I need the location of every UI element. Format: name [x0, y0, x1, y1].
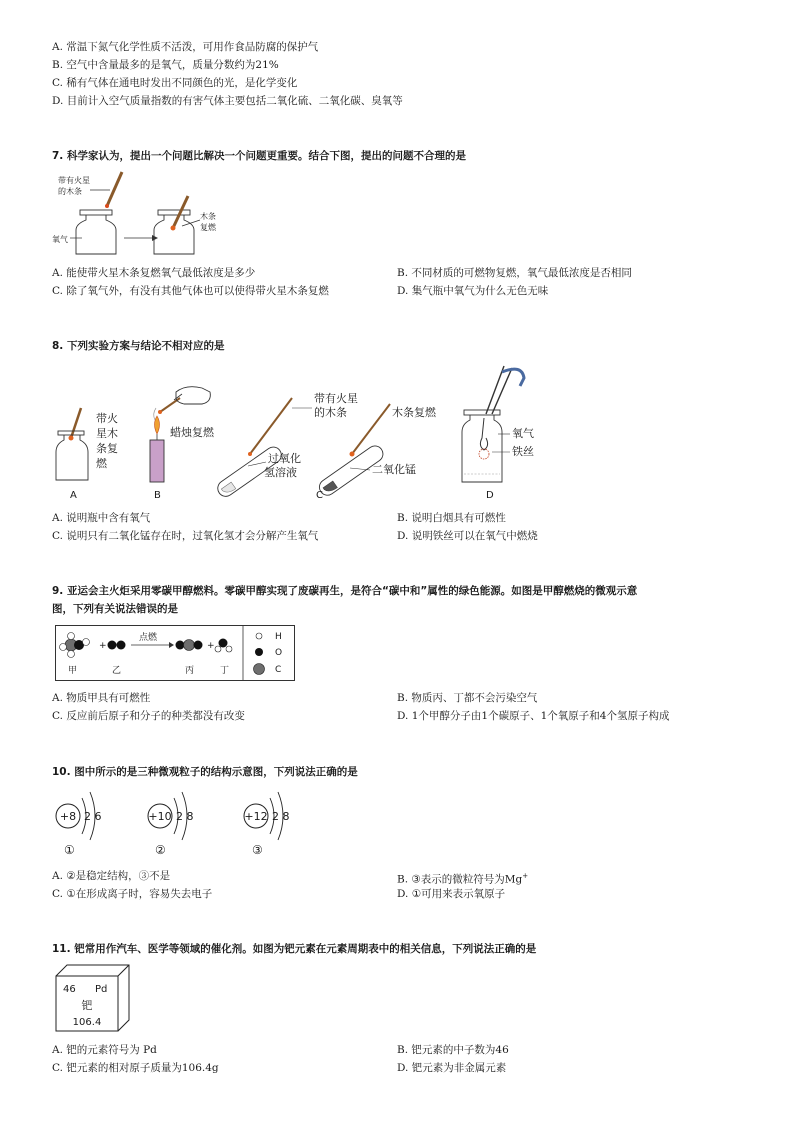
svg-text:+: +	[207, 641, 215, 651]
q9-option-b: B. 物质丙、丁都不会污染空气	[397, 692, 538, 704]
q8-c-label-stick-2: 的木条	[314, 406, 347, 419]
particle-2-nucleus: +10	[148, 810, 172, 823]
q9-name-ding: 丁	[220, 666, 230, 676]
q6-option-a: A. 常温下氮气化学性质不活泼，可用作食品防腐的保护气	[52, 41, 319, 53]
q7-label-result-1: 木条	[200, 212, 216, 221]
q8-a-label-4: 燃	[96, 457, 107, 470]
q7-option-b: B. 不同材质的可燃物复燃，氧气最低浓度是否相同	[397, 267, 632, 279]
q8-caption-b: B	[154, 490, 161, 501]
particle-3-shells: 2 8	[272, 810, 290, 823]
q9-name-bing: 丙	[185, 666, 195, 676]
q8-c-label-h2o2-1: 过氧化	[268, 452, 301, 465]
q11-option-b: B. 钯元素的中子数为46	[397, 1044, 509, 1056]
q10-option-b	[397, 869, 528, 887]
q8-c-label-stick-1: 带有火星	[314, 392, 358, 405]
q8-a-label-3: 条复	[96, 442, 118, 455]
q8-caption-c: C	[316, 490, 323, 501]
q8-c-label-result: 木条复燃	[392, 406, 436, 419]
q8-option-d: D. 说明铁丝可以在氧气中燃烧	[397, 530, 538, 542]
q8-option-a: A. 说明瓶中含有氧气	[52, 512, 151, 524]
q8-d-label-o2: 氧气	[512, 427, 534, 440]
element-name: 钯	[81, 999, 93, 1012]
q8-a-label-1: 带火	[96, 412, 118, 425]
q9-option-c: C. 反应前后原子和分子的种类都没有改变	[52, 710, 245, 722]
q10-option-b-sup: +	[522, 872, 529, 880]
q6-option-d: D. 目前计入空气质量指数的有害气体主要包括二氧化硫、二氧化碳、臭氧等	[52, 95, 403, 107]
q9-reaction-figure	[55, 625, 295, 681]
q8-option-c: C. 说明只有二氧化锰存在时，过氧化氢才会分解产生氧气	[52, 530, 319, 542]
q9-legend-c: C	[275, 665, 282, 675]
q6-option-b: B. 空气中含量最多的是氧气，质量分数约为21%	[52, 59, 279, 71]
q10-stem: 10. 图中所示的是三种微观粒子的结构示意图，下列说法正确的是	[52, 766, 358, 778]
q8-a-label-2: 星木	[96, 427, 118, 440]
q10-particles-figure	[52, 786, 302, 858]
q8-b-label: 蜡烛复燃	[170, 426, 214, 439]
q11-element-cell	[55, 964, 130, 1032]
q7-option-d: D. 集气瓶中氧气为什么无色无味	[397, 285, 549, 297]
particle-1-index: ①	[64, 843, 75, 857]
q7-figure	[52, 170, 262, 256]
q11-option-d: D. 钯元素为非金属元素	[397, 1062, 507, 1074]
q9-stem-line2: 图，下列有关说法错误的是	[52, 603, 178, 615]
q10-option-d: D. ①可用来表示氧原子	[397, 888, 506, 900]
particle-3-index: ③	[252, 843, 263, 857]
q7-option-a: A. 能使带火星木条复燃氧气最低浓度是多少	[52, 267, 256, 279]
q7-label-stick-2: 的木条	[58, 187, 82, 196]
svg-text:+: +	[99, 641, 107, 651]
q9-option-a: A. 物质甲具有可燃性	[52, 692, 151, 704]
particle-2-index: ②	[155, 843, 166, 857]
q11-option-c: C. 钯元素的相对原子质量为106.4g	[52, 1062, 219, 1074]
q9-legend-h: H	[275, 632, 282, 642]
particle-1	[56, 792, 102, 857]
q8-c-label-mno2: 二氧化锰	[372, 463, 416, 476]
q9-option-d: D. 1个甲醇分子由1个碳原子、1个氧原子和4个氢原子构成	[397, 710, 670, 722]
q7-label-result-2: 复燃	[200, 223, 216, 232]
q7-label-gas: 氧气	[52, 235, 68, 244]
q8-figure	[52, 358, 552, 506]
q9-stem-line1: 9. 亚运会主火炬采用零碳甲醇燃料。零碳甲醇实现了废碳再生，是符合“碳中和”属性的绿色能源。如图是甲醇燃烧的微观示意	[52, 585, 638, 597]
element-mass: 106.4	[72, 1017, 102, 1028]
q6-option-c: C. 稀有气体在通电时发出不同颜色的光，是化学变化	[52, 77, 298, 89]
q8-option-b: B. 说明白烟具有可燃性	[397, 512, 506, 524]
q7-label-stick-1: 带有火星	[58, 176, 90, 185]
q11-stem: 11. 钯常用作汽车、医学等领域的催化剂。如图为钯元素在元素周期表中的相关信息，下列说法正确的是	[52, 943, 537, 955]
q8-d-label-wire: 铁丝	[512, 445, 534, 458]
q9-legend-o: O	[275, 648, 283, 658]
q8-stem: 8. 下列实验方案与结论不相对应的是	[52, 340, 225, 352]
q10-option-b-text: B. ③表示的微粒符号为Mg	[397, 873, 523, 886]
q8-c-label-h2o2-2: 氢溶液	[264, 466, 297, 479]
q8-caption-d: D	[486, 490, 494, 501]
particle-3-nucleus: +12	[244, 810, 268, 823]
q10-option-c: C. ①在形成离子时，容易失去电子	[52, 888, 213, 900]
particle-2-shells: 2 8	[176, 810, 194, 823]
particle-3	[244, 792, 290, 857]
q9-name-yi: 乙	[112, 666, 122, 676]
q7-stem: 7. 科学家认为，提出一个问题比解决一个问题更重要。结合下图，提出的问题不合理的是	[52, 150, 466, 162]
q10-option-a: A. ②是稳定结构，③不是	[52, 870, 171, 882]
element-symbol: Pd	[95, 984, 108, 995]
q8-caption-a: A	[70, 490, 77, 501]
q7-option-c: C. 除了氧气外，有没有其他气体也可以使得带火星木条复燃	[52, 285, 329, 297]
particle-2	[148, 792, 194, 857]
q11-option-a: A. 钯的元素符号为 Pd	[52, 1044, 157, 1056]
particle-1-nucleus: +8	[59, 810, 77, 823]
particle-1-shells: 2 6	[84, 810, 102, 823]
q9-name-jia: 甲	[68, 666, 78, 676]
element-number: 46	[63, 984, 76, 995]
q9-condition: 点燃	[139, 633, 158, 643]
